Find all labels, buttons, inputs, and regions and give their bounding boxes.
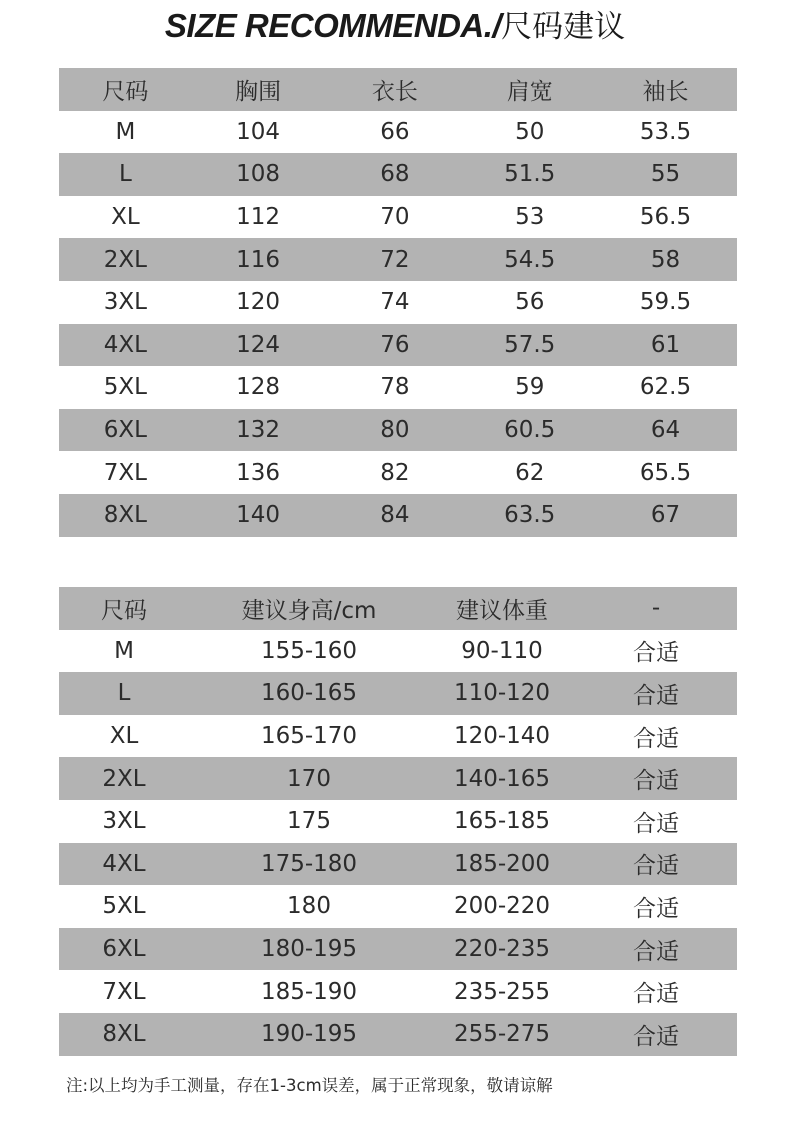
table-cell: 合适 <box>633 981 679 1008</box>
table-cell: XL <box>109 723 139 750</box>
table-cell: 74 <box>380 289 410 316</box>
table-cell: 56.5 <box>639 204 692 231</box>
table-cell: 3XL <box>103 289 147 316</box>
table-cell: 155-160 <box>260 637 358 664</box>
table-row <box>59 366 737 409</box>
header-cell: 尺码 <box>59 587 189 630</box>
table-cell: 104 <box>236 118 281 145</box>
table-row <box>59 111 737 154</box>
table-cell: 合适 <box>633 640 679 667</box>
table-cell: 165-170 <box>260 723 358 750</box>
table-cell: M <box>115 118 136 145</box>
table-cell: 合适 <box>575 757 737 800</box>
table-cell: 190-195 <box>189 1013 429 1056</box>
table-row <box>59 324 737 367</box>
table-row <box>59 409 737 452</box>
table-row <box>59 281 737 324</box>
table-cell: 2XL <box>59 238 192 281</box>
table-cell: 235-255 <box>453 978 551 1005</box>
table-cell: 7XL <box>103 459 147 486</box>
table-cell: 53 <box>515 204 545 231</box>
title-cjk: 尺码建议 <box>501 9 626 44</box>
header-cell: 建议体重 <box>429 587 575 630</box>
table-cell: 175-180 <box>189 843 429 886</box>
table-cell: 54.5 <box>465 238 594 281</box>
table-cell: 110-120 <box>429 672 575 715</box>
table-row <box>59 1013 737 1056</box>
measurement-note: 注:以上均为手工测量，存在1-3cm误差，属于正常现象，敬请谅解 <box>66 1076 553 1095</box>
table-cell: 120-140 <box>453 723 551 750</box>
table-cell: XL <box>111 204 140 231</box>
table-cell: 128 <box>236 374 281 401</box>
table-cell: 57.5 <box>465 324 594 367</box>
table-cell: 55 <box>594 153 737 196</box>
table-cell: 80 <box>324 409 465 452</box>
table-cell: 5XL <box>102 893 146 920</box>
measurement-table <box>59 68 737 537</box>
table-row <box>59 970 737 1013</box>
header-cell: 尺码 <box>59 68 192 111</box>
table-row <box>59 196 737 239</box>
table-row <box>59 238 737 281</box>
table-cell: 66 <box>380 118 410 145</box>
table-cell: 3XL <box>102 808 146 835</box>
table-cell: 2XL <box>59 757 189 800</box>
table-cell: 8XL <box>59 494 192 537</box>
table-cell: 合适 <box>575 843 737 886</box>
table-cell: 185-190 <box>260 978 358 1005</box>
table-cell: 160-165 <box>189 672 429 715</box>
table-cell: 124 <box>192 324 325 367</box>
table-row <box>59 928 737 971</box>
table-cell: 62 <box>515 459 545 486</box>
page-title <box>0 0 790 52</box>
table-cell: 67 <box>594 494 737 537</box>
table-header-row <box>59 68 737 111</box>
table-cell: 7XL <box>102 978 146 1005</box>
table-cell: 175 <box>287 808 331 835</box>
header-cell: 建议身高/cm <box>189 587 429 630</box>
table-cell: 68 <box>324 153 465 196</box>
table-cell: 170 <box>189 757 429 800</box>
table-cell: 82 <box>380 459 410 486</box>
table-cell: 63.5 <box>465 494 594 537</box>
header-cell: 袖长 <box>594 68 737 111</box>
table-cell: 62.5 <box>639 374 692 401</box>
table-cell: L <box>59 672 189 715</box>
table-cell: 70 <box>380 204 410 231</box>
table-cell: 200-220 <box>453 893 551 920</box>
table-row <box>59 672 737 715</box>
table-row <box>59 494 737 537</box>
table-cell: 180-195 <box>189 928 429 971</box>
table-cell: 136 <box>236 459 281 486</box>
table-cell: 51.5 <box>465 153 594 196</box>
table-cell: 合适 <box>575 1013 737 1056</box>
table-cell: 140-165 <box>429 757 575 800</box>
table-cell: 59.5 <box>639 289 692 316</box>
table-cell: 8XL <box>59 1013 189 1056</box>
table-row <box>59 153 737 196</box>
table-cell: 220-235 <box>429 928 575 971</box>
table-cell: 合适 <box>575 928 737 971</box>
table-row <box>59 800 737 843</box>
table-cell: 132 <box>192 409 325 452</box>
title-latin: SIZE RECOMMENDA./ <box>164 7 502 44</box>
table-cell: 4XL <box>59 843 189 886</box>
table-cell: 65.5 <box>639 459 692 486</box>
table-cell: L <box>59 153 192 196</box>
table-cell: 140 <box>192 494 325 537</box>
table-cell: 120 <box>236 289 281 316</box>
table-cell: 64 <box>594 409 737 452</box>
table-cell: 53.5 <box>639 118 692 145</box>
table-cell: 78 <box>380 374 410 401</box>
table-cell: 185-200 <box>429 843 575 886</box>
table-cell: 72 <box>324 238 465 281</box>
header-cell: - <box>575 587 737 630</box>
table-cell: 5XL <box>103 374 147 401</box>
table-row <box>59 715 737 758</box>
table-cell: 84 <box>324 494 465 537</box>
table-cell: 合适 <box>633 810 679 837</box>
table-cell: 合适 <box>633 725 679 752</box>
table-cell: 60.5 <box>465 409 594 452</box>
table-cell: 76 <box>324 324 465 367</box>
table-row <box>59 451 737 494</box>
table-cell: 116 <box>192 238 325 281</box>
table-cell: 90-110 <box>461 637 543 664</box>
table-cell: 112 <box>236 204 281 231</box>
table-header-row <box>59 587 737 630</box>
table-cell: 59 <box>515 374 545 401</box>
table-cell: 255-275 <box>429 1013 575 1056</box>
table-cell: 合适 <box>575 672 737 715</box>
table-cell: 58 <box>594 238 737 281</box>
table-row <box>59 757 737 800</box>
table-row <box>59 630 737 673</box>
table-cell: 180 <box>287 893 331 920</box>
table-cell: 61 <box>594 324 737 367</box>
fit-recommendation-table <box>59 587 737 1056</box>
table-cell: M <box>114 637 134 664</box>
table-cell: 50 <box>515 118 545 145</box>
table-cell: 108 <box>192 153 325 196</box>
table-cell: 4XL <box>59 324 192 367</box>
header-cell: 胸围 <box>192 68 325 111</box>
table-cell: 6XL <box>59 409 192 452</box>
header-cell: 肩宽 <box>465 68 594 111</box>
table-cell: 合适 <box>633 895 679 922</box>
table-row <box>59 843 737 886</box>
table-cell: 6XL <box>59 928 189 971</box>
table-row <box>59 885 737 928</box>
table-cell: 56 <box>515 289 545 316</box>
table-cell: 165-185 <box>453 808 551 835</box>
header-cell: 衣长 <box>324 68 465 111</box>
